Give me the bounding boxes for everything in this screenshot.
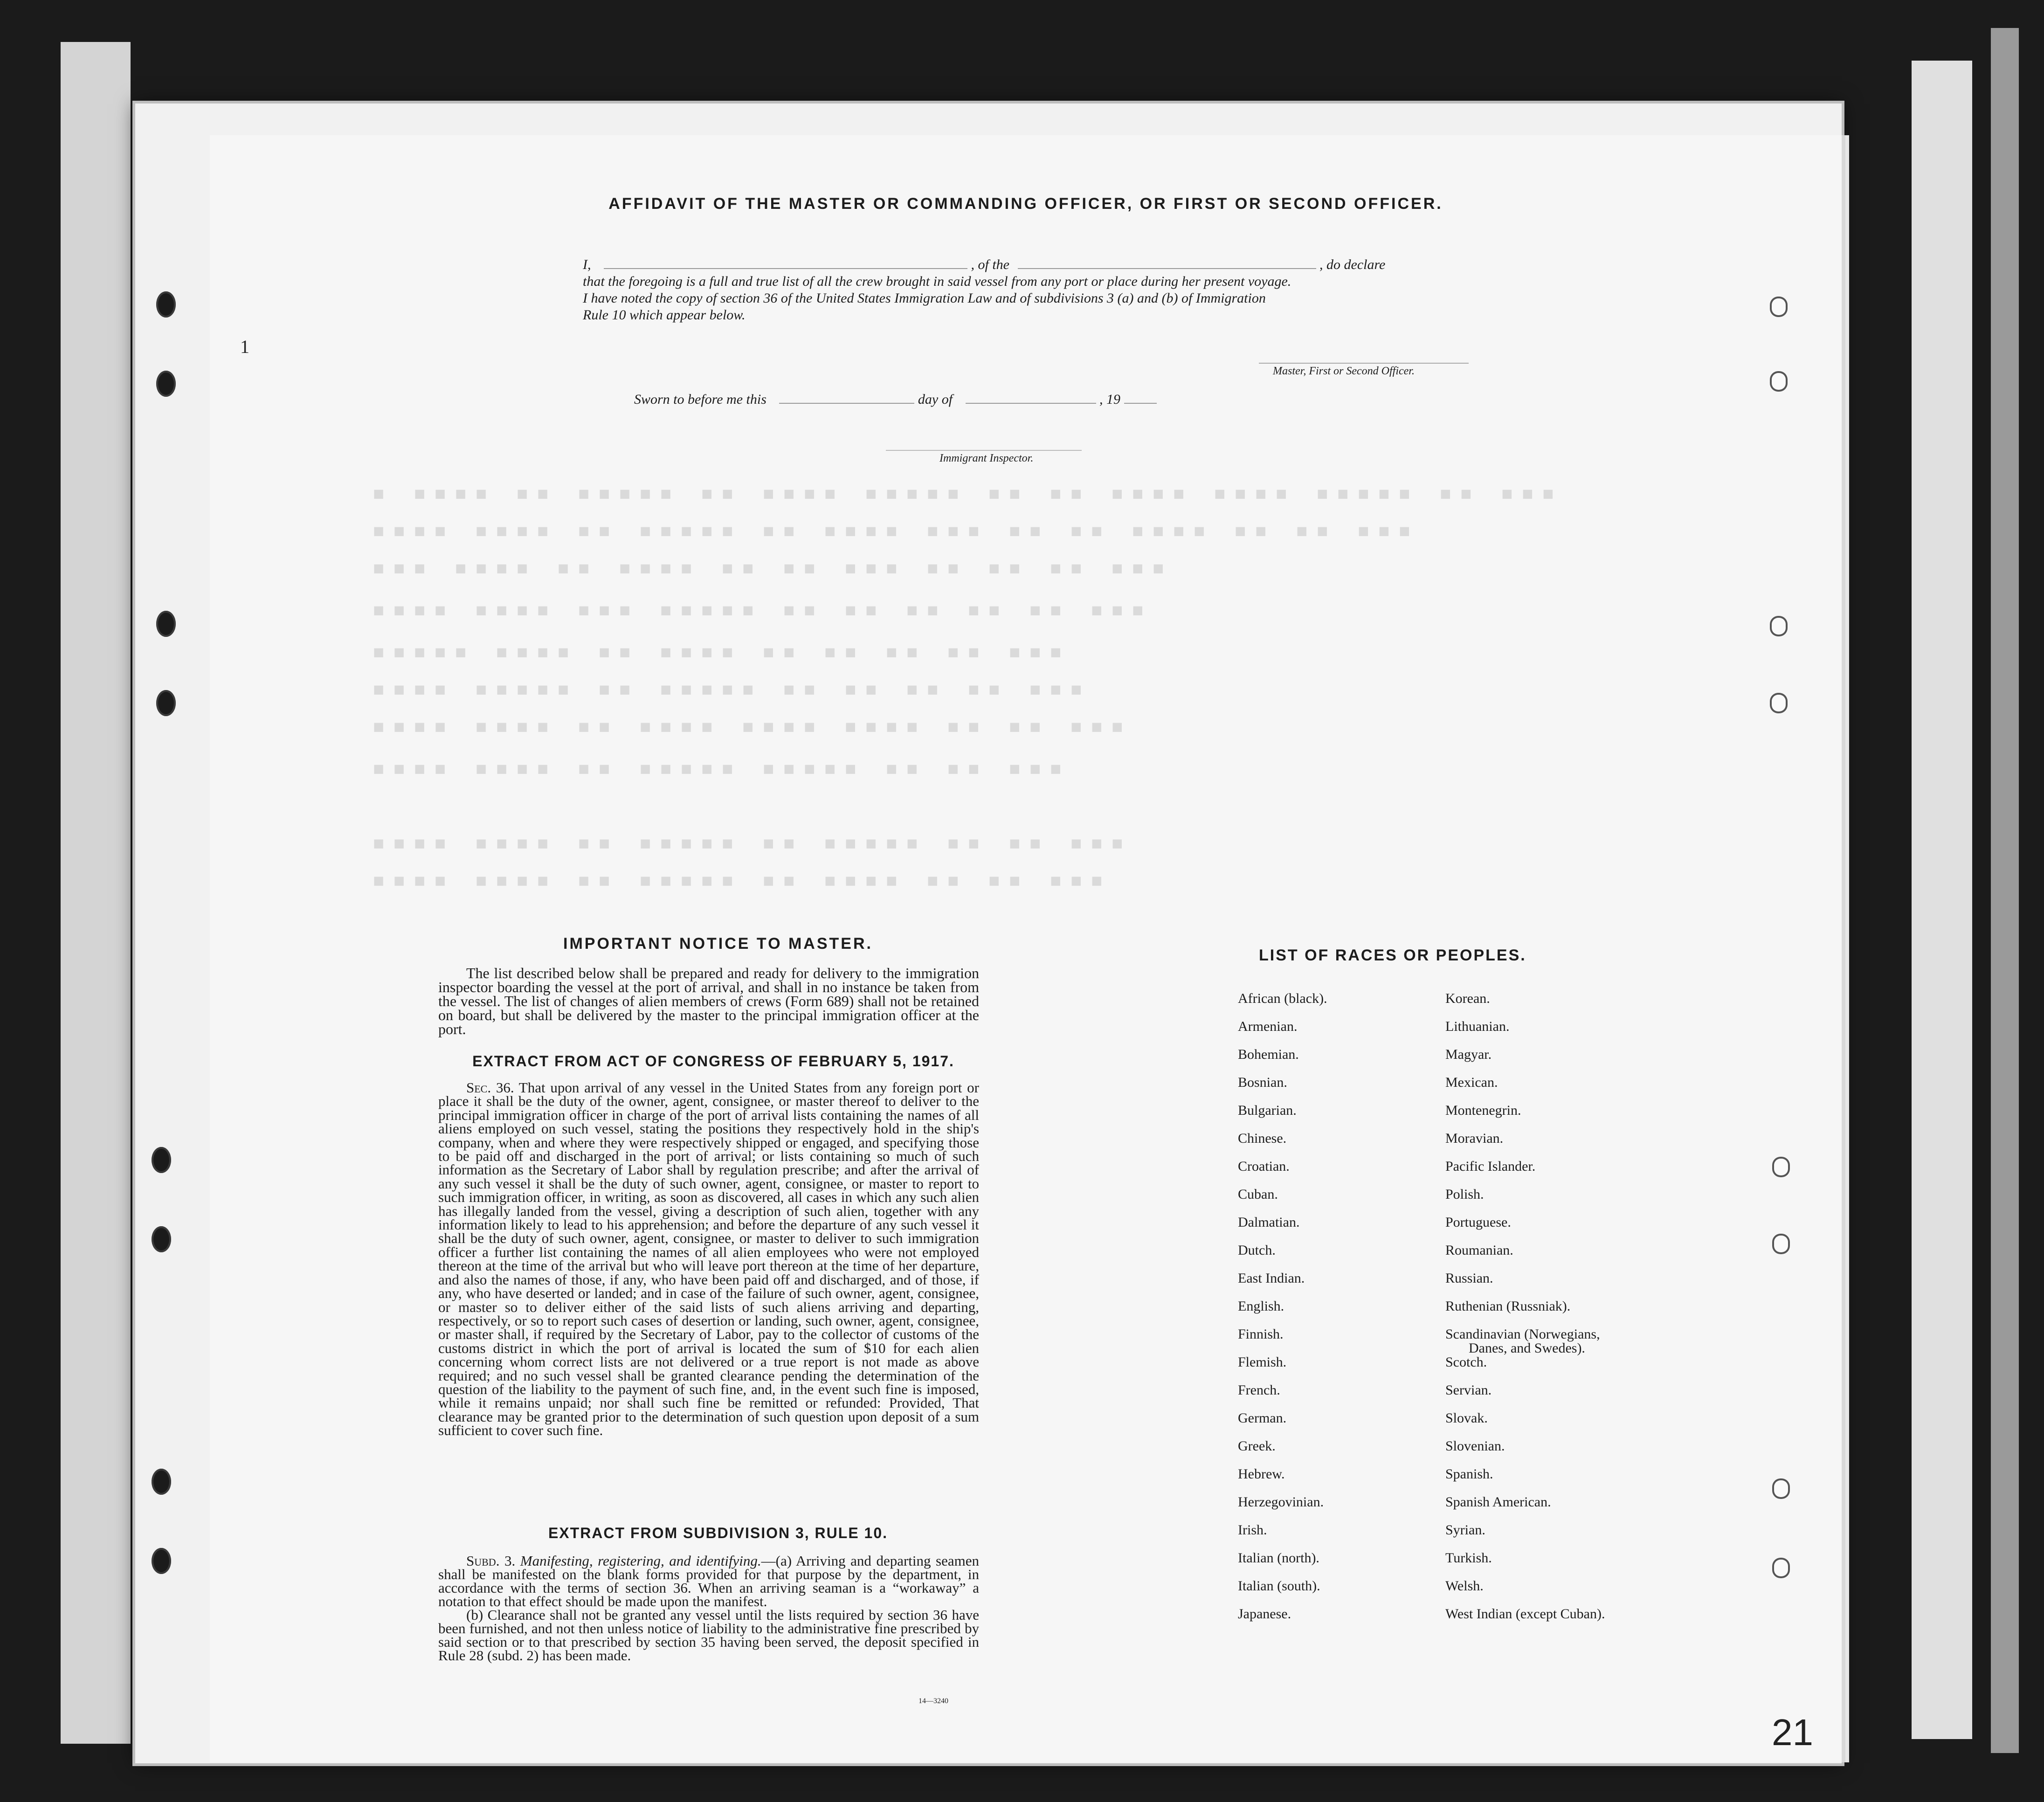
race-item: German. bbox=[1238, 1410, 1287, 1426]
race-item: Scandinavian (Norwegians, bbox=[1445, 1326, 1600, 1342]
punch-hole bbox=[152, 1147, 171, 1173]
race-item: Greek. bbox=[1238, 1438, 1276, 1454]
race-item: Bohemian. bbox=[1238, 1047, 1299, 1062]
year-label: , 19 bbox=[1099, 392, 1121, 407]
notice-text: The list described below shall be prepared and ready for delivery to the immigration inspector boarding the vessel at the port of arrival, and shall in no instance be taken from the vessel. The list of changes of alien members of crews (Form 689) shall not be retained on board, but shall be delivered by the master to the principal immigration officer at the port. bbox=[438, 965, 979, 1037]
extract-act-title: EXTRACT FROM ACT OF CONGRESS OF FEBRUARY 5, 1917. bbox=[472, 1053, 954, 1070]
race-item: Bosnian. bbox=[1238, 1075, 1287, 1090]
statement-line-1: that the foregoing is a full and true list of all the crew brought in said vessel from any port or place during her present voyage. bbox=[583, 274, 1291, 289]
sec-label: Sec. 36. bbox=[466, 1079, 514, 1096]
master-signature-label: Master, First or Second Officer. bbox=[1273, 365, 1415, 377]
race-item: Spanish American. bbox=[1445, 1494, 1551, 1510]
race-item: Syrian. bbox=[1445, 1522, 1485, 1538]
race-item: Dutch. bbox=[1238, 1243, 1276, 1258]
race-item: Welsh. bbox=[1445, 1578, 1484, 1594]
races-title: LIST OF RACES OR PEOPLES. bbox=[1259, 946, 1526, 964]
punch-hole bbox=[1774, 1236, 1788, 1252]
race-item: Herzegovinian. bbox=[1238, 1494, 1324, 1510]
race-item: Hebrew. bbox=[1238, 1466, 1285, 1482]
i-label: I, bbox=[583, 257, 591, 272]
race-item: African (black). bbox=[1238, 991, 1327, 1006]
race-item: Ruthenian (Russniak). bbox=[1445, 1298, 1571, 1314]
race-item: Italian (north). bbox=[1238, 1550, 1319, 1566]
ghost-row: ■■■■■ ■■■■ ■■ ■■■■ ■■ ■■ ■■ ■■ ■■■ bbox=[373, 643, 1071, 662]
race-item: Croatian. bbox=[1238, 1159, 1290, 1174]
race-item: Turkish. bbox=[1445, 1550, 1492, 1566]
race-item: Japanese. bbox=[1238, 1606, 1291, 1622]
race-item: Polish. bbox=[1445, 1187, 1484, 1202]
notice-title: IMPORTANT NOTICE TO MASTER. bbox=[563, 935, 873, 953]
ghost-row: ■■■ ■■■■ ■■ ■■■■ ■■ ■■ ■■■ ■■ ■■ ■■ ■■■ bbox=[373, 559, 1174, 578]
punch-hole bbox=[152, 1226, 171, 1252]
race-item: French. bbox=[1238, 1382, 1280, 1398]
inspector-signature-line[interactable] bbox=[886, 450, 1082, 451]
punch-hole bbox=[1772, 373, 1786, 390]
sec-text: That upon arrival of any vessel in the United States from any foreign port or place it shall be the duty of the owner, agent, consignee, or master thereof to deliver to the principal immigration officer in charge of the port of arrival lists containing the names of all aliens employed on such vessel, stating the positions they respectively hold in the ship's company, when and where they were respectively shipped or engaged, and specifying those to be paid off and discharged in the port of arrival; or lists containing so much of such information as the Secretary of Labor shall by regulation prescribe; and after the arrival of any such vessel it shall be the duty of such owner, agent, consignee, or master to report to such immigration officer, in writing, as soon as discovered, all cases in which any such alien has illegally landed from the vessel, giving a description of such alien, together with any information likely to lead to his apprehension; and before the departure of any such vessel it shall be the duty of such owner, agent, consignee, or master to deliver to such immigration officer a further list containing the names of all alien employees who were not employed thereon at the time of the arrival but who will leave port thereon at the time of her departure, and also the names of those, if any, who have been paid off and discharged, and of those, if any, who have deserted or landed; and in case of the failure of such owner, agent, consignee, or master so to deliver either of the said lists of such aliens arriving and departing, respectively, or so to report such cases of desertion or landing, such owner, agent, consignee, or master shall, if required by the Secretary of Labor, pay to the collector of customs of the customs district in which the port of arrival is located the sum of $10 for each alien concerning whom correct lists are not delivered or a true report is not made as above required; and no such vessel shall be granted clearance pending the determination of the question of the liability to the payment of such fine, and, in the event such fine is imposed, while it remains unpaid; nor shall such fine be remitted or refunded: Provided, That clearance may be granted prior to the determination of such question upon deposit of a sum sufficient to cover such fine. bbox=[438, 1079, 979, 1439]
race-item: Italian (south). bbox=[1238, 1578, 1320, 1594]
race-item: Montenegrin. bbox=[1445, 1103, 1521, 1118]
left-page-edge bbox=[61, 42, 131, 1744]
punch-hole bbox=[1774, 1560, 1788, 1576]
punch-hole bbox=[156, 611, 176, 637]
name-line[interactable] bbox=[604, 268, 967, 269]
ghost-row: ■ ■■■■ ■■ ■■■■■ ■■ ■■■■ ■■■■■ ■■ ■■ ■■■■ ■■■■ ■■■■■ ■■ ■■■ bbox=[373, 485, 1563, 504]
ghost-row: ■■■■ ■■■■ ■■ ■■■■■ ■■■■■ ■■ ■■ ■■■ bbox=[373, 760, 1071, 779]
punch-hole bbox=[1772, 695, 1786, 711]
race-item: Irish. bbox=[1238, 1522, 1267, 1538]
statement-line-3: Rule 10 which appear below. bbox=[583, 307, 746, 323]
extract-rule-body bbox=[438, 1554, 979, 1662]
race-item: Slovenian. bbox=[1445, 1438, 1505, 1454]
ghost-row: ■■■■ ■■■■ ■■ ■■■■ ■■■■ ■■■■ ■■ ■■ ■■■ bbox=[373, 718, 1132, 737]
subd-label: Subd. 3. bbox=[466, 1553, 516, 1569]
ghost-row: ■■■■ ■■■■ ■■■ ■■■■■ ■■ ■■ ■■ ■■ ■■ ■■■ bbox=[373, 601, 1153, 620]
punch-hole bbox=[156, 690, 176, 716]
day-of-label: day of bbox=[918, 392, 953, 407]
ghost-row: ■■■■ ■■■■■ ■■ ■■■■■ ■■ ■■ ■■ ■■ ■■■ bbox=[373, 681, 1091, 699]
race-item: Armenian. bbox=[1238, 1019, 1298, 1034]
ghost-row: ■■■■ ■■■■ ■■ ■■■■■ ■■ ■■■■ ■■ ■■ ■■■ bbox=[373, 872, 1112, 891]
race-item: Flemish. bbox=[1238, 1354, 1287, 1370]
race-item: Korean. bbox=[1445, 991, 1490, 1006]
year-line[interactable] bbox=[1124, 403, 1157, 404]
inspector-label: Immigrant Inspector. bbox=[939, 452, 1034, 464]
race-item: Portuguese. bbox=[1445, 1215, 1511, 1230]
extract-rule-title: EXTRACT FROM SUBDIVISION 3, RULE 10. bbox=[548, 1525, 888, 1541]
race-item: Finnish. bbox=[1238, 1326, 1284, 1342]
master-signature-line[interactable] bbox=[1259, 363, 1469, 364]
race-item: Scotch. bbox=[1445, 1354, 1487, 1370]
right-page-edge bbox=[1912, 61, 1972, 1739]
subd-text-b: (b) Clearance shall not be granted any vessel until the lists required by section 36 have been furnished, and not then unless notice of liability to the administrative fine prescribed by said section or to that prescribed by section 35 having been served, the deposit specified in Rule 28 (subd. 2) has been made. bbox=[438, 1607, 979, 1664]
punch-hole bbox=[152, 1469, 171, 1495]
day-line[interactable] bbox=[779, 403, 914, 404]
ghost-row: ■■■■ ■■■■ ■■ ■■■■■ ■■ ■■■■ ■■■ ■■ ■■ ■■■■ ■■ ■■ ■■■ bbox=[373, 522, 1420, 541]
vessel-line[interactable] bbox=[1018, 268, 1316, 269]
race-item: Cuban. bbox=[1238, 1187, 1278, 1202]
race-item: Mexican. bbox=[1445, 1075, 1498, 1090]
punch-hole bbox=[1774, 1480, 1788, 1497]
race-item: Bulgarian. bbox=[1238, 1103, 1297, 1118]
punch-hole bbox=[156, 371, 176, 397]
race-item: Spanish. bbox=[1445, 1466, 1493, 1482]
race-item: Chinese. bbox=[1238, 1131, 1287, 1146]
subd-text-a: —(a) Arriving and departing seamen shall be manifested on the blank forms provided for that purpose by the department, in accordance with the terms of section 36. When an arriving seaman is a “workaway” a notation to that effect should be made upon the manifest. bbox=[438, 1553, 979, 1609]
race-item: East Indian. bbox=[1238, 1270, 1305, 1286]
punch-hole bbox=[152, 1548, 171, 1574]
race-item: Lithuanian. bbox=[1445, 1019, 1510, 1034]
extract-act-body bbox=[438, 1081, 979, 1437]
sworn-line bbox=[634, 392, 1157, 407]
race-item: West Indian (except Cuban). bbox=[1445, 1606, 1605, 1622]
statement-line-2: I have noted the copy of section 36 of the United States Immigration Law and of subdivisions 3 (a) and (b) of Immigration bbox=[583, 290, 1266, 306]
right-page-edge-2 bbox=[1991, 28, 2019, 1753]
race-item: Pacific Islander. bbox=[1445, 1159, 1536, 1174]
race-item: Slovak. bbox=[1445, 1410, 1488, 1426]
do-declare-label: , do declare bbox=[1319, 257, 1386, 272]
race-item: Russian. bbox=[1445, 1270, 1493, 1286]
punch-hole bbox=[1772, 298, 1786, 315]
of-the-label: , of the bbox=[971, 257, 1009, 272]
race-item: Danes, and Swedes). bbox=[1469, 1340, 1585, 1356]
race-item: Moravian. bbox=[1445, 1131, 1504, 1146]
affidavit-statement bbox=[583, 256, 1483, 324]
ghost-row: ■■■■ ■■■■ ■■ ■■■■■ ■■ ■■■■■ ■■ ■■ ■■■ bbox=[373, 835, 1132, 853]
margin-mark-bottom-right: 21 bbox=[1772, 1712, 1813, 1753]
punch-hole bbox=[156, 291, 176, 318]
month-line[interactable] bbox=[966, 403, 1096, 404]
sworn-label: Sworn to before me this bbox=[634, 392, 766, 407]
punch-hole bbox=[1774, 1159, 1788, 1175]
race-item: Magyar. bbox=[1445, 1047, 1492, 1062]
race-item: English. bbox=[1238, 1298, 1284, 1314]
punch-hole bbox=[1772, 618, 1786, 635]
race-item: Dalmatian. bbox=[1238, 1215, 1300, 1230]
race-item: Servian. bbox=[1445, 1382, 1492, 1398]
margin-mark-left: 1 bbox=[240, 336, 249, 357]
form-number: 14—3240 bbox=[918, 1697, 948, 1705]
subd-heading: Manifesting, registering, and identifying. bbox=[520, 1553, 761, 1569]
race-item: Roumanian. bbox=[1445, 1243, 1513, 1258]
affidavit-title: AFFIDAVIT OF THE MASTER OR COMMANDING OFFICER, OR FIRST OR SECOND OFFICER. bbox=[608, 195, 1443, 213]
